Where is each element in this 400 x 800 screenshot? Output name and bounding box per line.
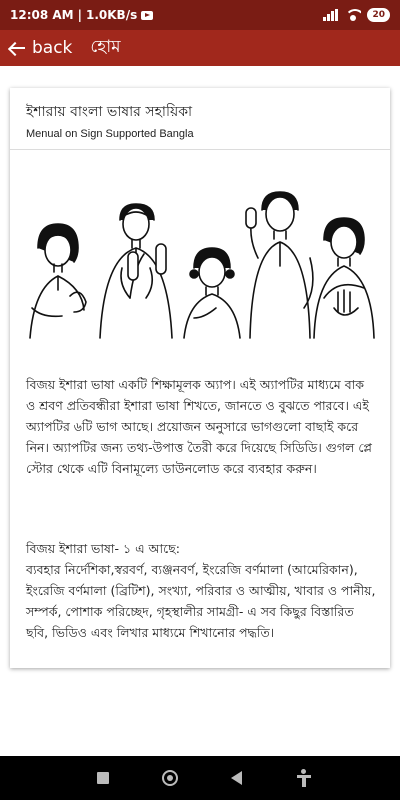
recents-icon[interactable] <box>97 772 109 784</box>
wifi-icon <box>345 9 361 21</box>
features-section <box>26 538 376 643</box>
card-subtitle: Menual on Sign Supported Bangla <box>26 128 194 140</box>
card-title: ইশারায় বাংলা ভাষার সহায়িকা <box>26 104 193 120</box>
app-bar <box>0 30 400 66</box>
description-paragraph: বিজয় ইশারা ভাষা একটি শিক্ষামূলক অ্যাপ। এই অ্যাপটির মাধ্যমে বাক ও শ্রবণ প্রতিবন্ধীরা ইশারা ভাষা শিখতে, জানতে ও বুঝতে পারবে। এই অ্যাপটির ৬টি ভাগ আছে। প্রয়োজন অনুসারে ভাগগুলো বাছাই করে নিন। অ্যাপটির জন্য তথ্য-উপাত্ত তৈরী করে দিয়েছে সিডিডি। গুগল প্লে স্টোর থেকে এটি বিনামূল্যে ডাউনলোড করে ব্যবহার করুন। <box>26 377 372 476</box>
signal-icon <box>323 9 339 21</box>
battery-level: 20 <box>372 9 385 20</box>
battery-icon <box>367 8 390 22</box>
youtube-icon <box>141 11 153 20</box>
card-header <box>10 88 390 150</box>
home-button[interactable]: হোম <box>90 37 121 57</box>
status-speed: 1.0KB/s <box>86 8 138 22</box>
home-nav-icon[interactable] <box>162 770 178 786</box>
status-time: 12:08 AM <box>10 8 74 22</box>
status-bar: 12:08 AM | 1.0KB/s 20 <box>0 0 400 30</box>
features-heading: বিজয় ইশারা ভাষা- ১ এ আছে: <box>26 541 180 556</box>
back-nav-icon[interactable] <box>231 771 242 785</box>
accessibility-icon[interactable] <box>295 769 313 787</box>
features-paragraph: ব্যবহার নির্দেশিকা,স্বরবর্ণ, ব্যঞ্জনবর্ণ, ইংরেজি বর্ণমালা (আমেরিকান), ইংরেজি বর্ণমালা (ব্রিটিশ), সংখ্যা, পরিবার ও আত্মীয়, খাবার ও পানীয়, সম্পর্ক, পোশাক পরিচ্ছেদ, গৃহস্থালীর সামগ্রী- এ সব কিছুর বিস্তারিত ছবি, ভিডিও এবং লিখার মাধ্যমে শিখানোর পদ্ধতি। <box>26 562 376 640</box>
back-button[interactable]: back <box>32 38 73 58</box>
info-card <box>10 88 390 668</box>
system-nav-bar <box>0 756 400 800</box>
back-arrow-icon[interactable] <box>8 39 26 57</box>
